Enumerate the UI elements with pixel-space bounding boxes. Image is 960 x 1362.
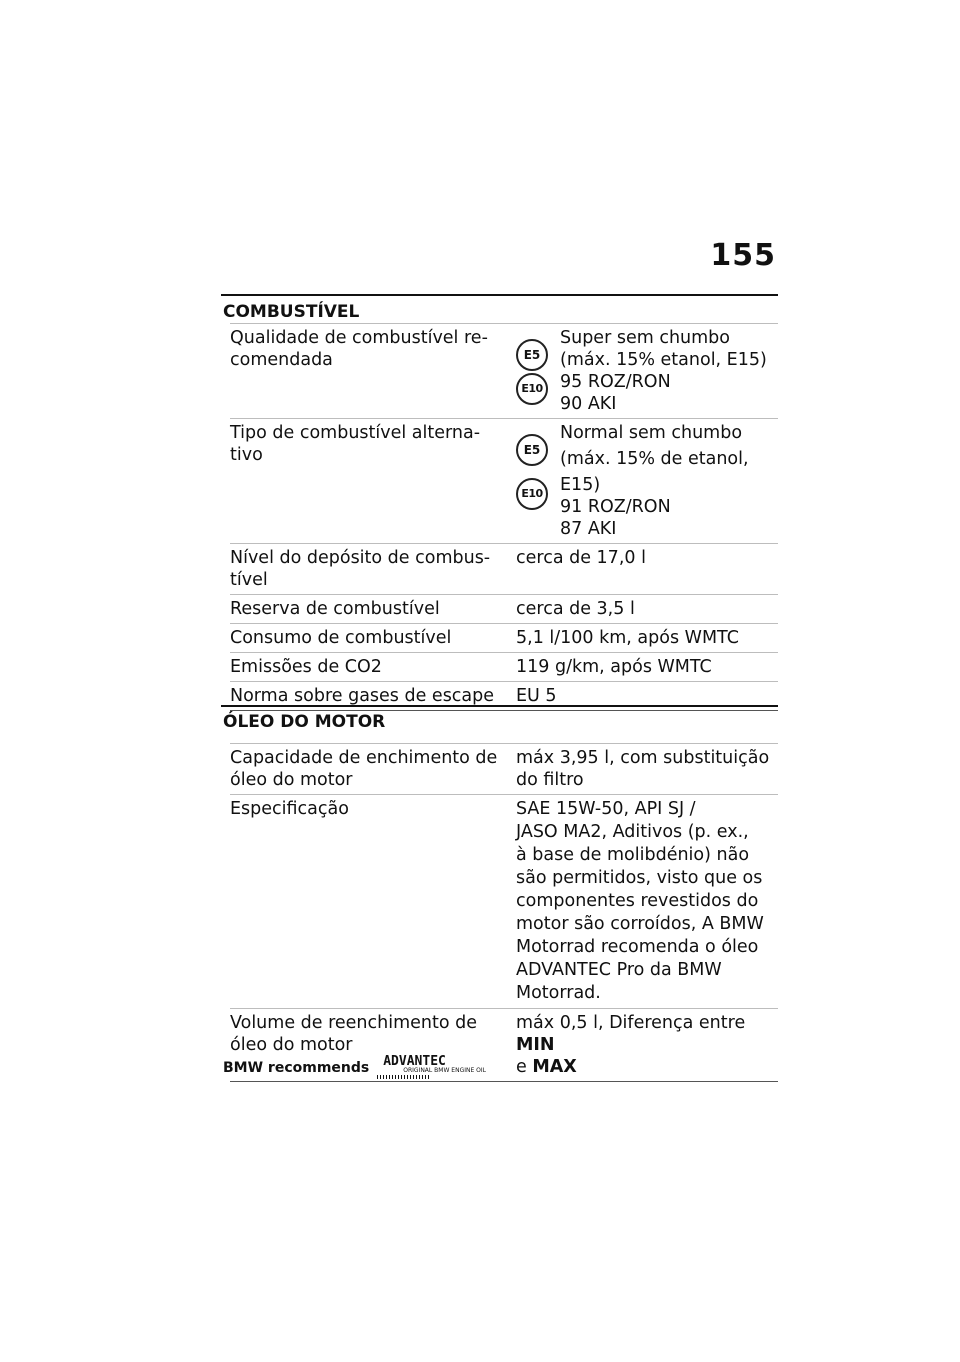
row-value: E5 E10 Normal sem chumbo (máx. 15% de etanol, E15) 91 ROZ/RON 87 AKI <box>516 419 778 544</box>
row-label: Emissões de CO2 <box>230 653 516 682</box>
row-value: cerca de 3,5 l <box>516 595 778 624</box>
row-label: Reserva de combustível <box>230 595 516 624</box>
section-title: COMBUSTÍVEL <box>223 302 360 322</box>
fuel-table <box>230 323 778 711</box>
e5-fuel-icon: E5 <box>516 434 548 466</box>
page-number: 155 <box>710 238 776 273</box>
table-row <box>230 624 778 653</box>
row-value: cerca de 17,0 l <box>516 544 778 595</box>
row-label: Capacidade de enchimento de óleo do motor <box>230 744 516 795</box>
engine-oil-table <box>230 743 778 1082</box>
advantec-recommendation <box>223 1054 486 1079</box>
e5-fuel-icon: E5 <box>516 339 548 371</box>
table-row <box>230 419 778 544</box>
section-title: ÓLEO DO MOTOR <box>223 712 386 732</box>
row-label: Especificação <box>230 795 516 1009</box>
row-value: SAE 15W-50, API SJ / JASO MA2, Aditivos (p. ex., à base de molibdénio) não são permitidos, visto que os componentes revestidos do motor são corroídos, A BMW Motorrad recomenda o óleo ADVANTEC Pro da BMW Motorrad. <box>516 795 778 1009</box>
table-row <box>230 595 778 624</box>
row-label: Nível do depósito de combus- tível <box>230 544 516 595</box>
fuel-section <box>221 294 778 711</box>
row-value: E5 E10 Super sem chumbo (máx. 15% etanol, E15) 95 ROZ/RON 90 AKI <box>516 324 778 419</box>
logo-subtitle: ORIGINAL BMW ENGINE OIL <box>403 1067 487 1074</box>
recommends-text: BMW recommends <box>223 1060 370 1076</box>
logo-barcode-decoration <box>377 1075 429 1079</box>
table-row <box>230 324 778 419</box>
table-row <box>230 544 778 595</box>
logo-name: ADVANTEC <box>383 1054 446 1069</box>
row-value: máx 0,5 l, Diferença entre MIN e MAX <box>516 1009 778 1082</box>
table-row <box>230 744 778 795</box>
table-row <box>230 795 778 1009</box>
row-value: 119 g/km, após WMTC <box>516 653 778 682</box>
row-value: 5,1 l/100 km, após WMTC <box>516 624 778 653</box>
row-label: Norma sobre gases de escape <box>230 682 516 711</box>
row-value: EU 5 <box>516 682 778 711</box>
row-value: máx 3,95 l, com substituição do filtro <box>516 744 778 795</box>
row-label: Consumo de combustível <box>230 624 516 653</box>
row-label: Qualidade de combustível re- comendada <box>230 324 516 419</box>
table-row <box>230 653 778 682</box>
row-label: Volume de reenchimento de óleo do motor <box>230 1009 516 1082</box>
engine-oil-section <box>221 705 778 1082</box>
e10-fuel-icon: E10 <box>516 373 548 405</box>
row-label: Tipo de combustível alterna- tivo <box>230 419 516 544</box>
e10-fuel-icon: E10 <box>516 478 548 510</box>
advantec-logo <box>377 1054 486 1079</box>
